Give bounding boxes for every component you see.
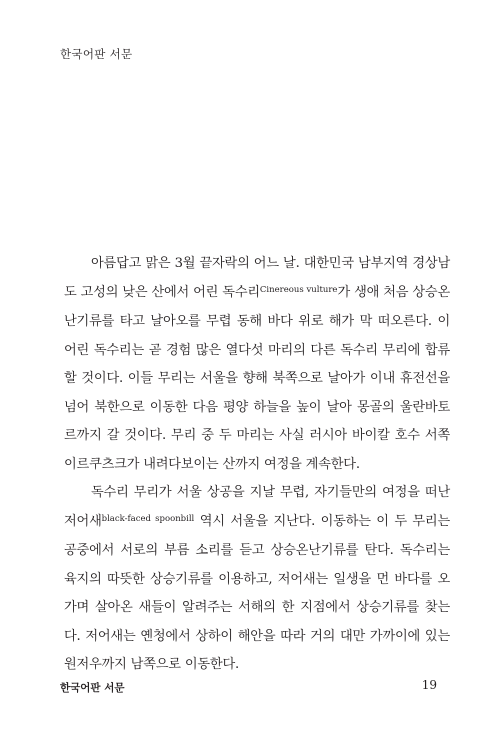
- paragraph-2: [64, 479, 450, 680]
- paragraph-1-text-b: 가 생애 처음 상승온난기류를 타고 날아오를 무렵 동해 바다 위로 해가 막 떠오른다. 이 어린 독수리는 곧 경험 많은 열다섯 마리의 다른 독수리 무리에 합류할 것이다. 이들 무리는 서울을 향해 북쪽으로 날아가 이내 휴전선을 넘어 북한으로 이동한 다음 평양 하늘을 높이 날아 몽골의 울란바토르까지 갈 것이다. 무리 중 두 마리는 사실 러시아 바이칼 호수 서쪽 이르쿠츠크가 내려다보이는 산까지 여정을 계속한다.: [64, 284, 450, 472]
- paragraph-2-text-b: 역시 서울을 지난다. 이동하는 이 두 무리는 공중에서 서로의 부름 소리를 듣고 상승온난기류를 탄다. 독수리는 육지의 따뜻한 상승기류를 이용하고, 저어새는 일생을 먼 바다를 오가며 살아온 새들이 알려주는 서해의 한 지점에서 상승기류를 찾는다. 저어새는 옌청에서 상하이 해안을 따라 거의 대만 가까이에 있는 원저우까지 남쪽으로 이동한다.: [64, 513, 450, 672]
- paragraph-1-text-a: 아름답고 맑은 3월 끝자락의 어느 날. 대한민국 남부지역 경상남도 고성의 낮은 산에서 어린 독수리: [64, 256, 450, 300]
- gloss-cinereous-vulture: Cinereous vulture: [259, 284, 338, 295]
- paragraph-2-text-a: 독수리 무리가 서울 상공을 지날 무렵, 자기들만의 여정을 떠난 저어새: [64, 485, 450, 529]
- page-number: 19: [421, 678, 437, 692]
- paragraph-1: [64, 250, 450, 479]
- body-text: [64, 250, 450, 680]
- gloss-black-faced-spoonbill: black-faced spoonbill: [101, 513, 195, 524]
- running-head: 한국어판 서문: [60, 47, 133, 61]
- footer-book-title: 한국어판 서문: [60, 682, 125, 694]
